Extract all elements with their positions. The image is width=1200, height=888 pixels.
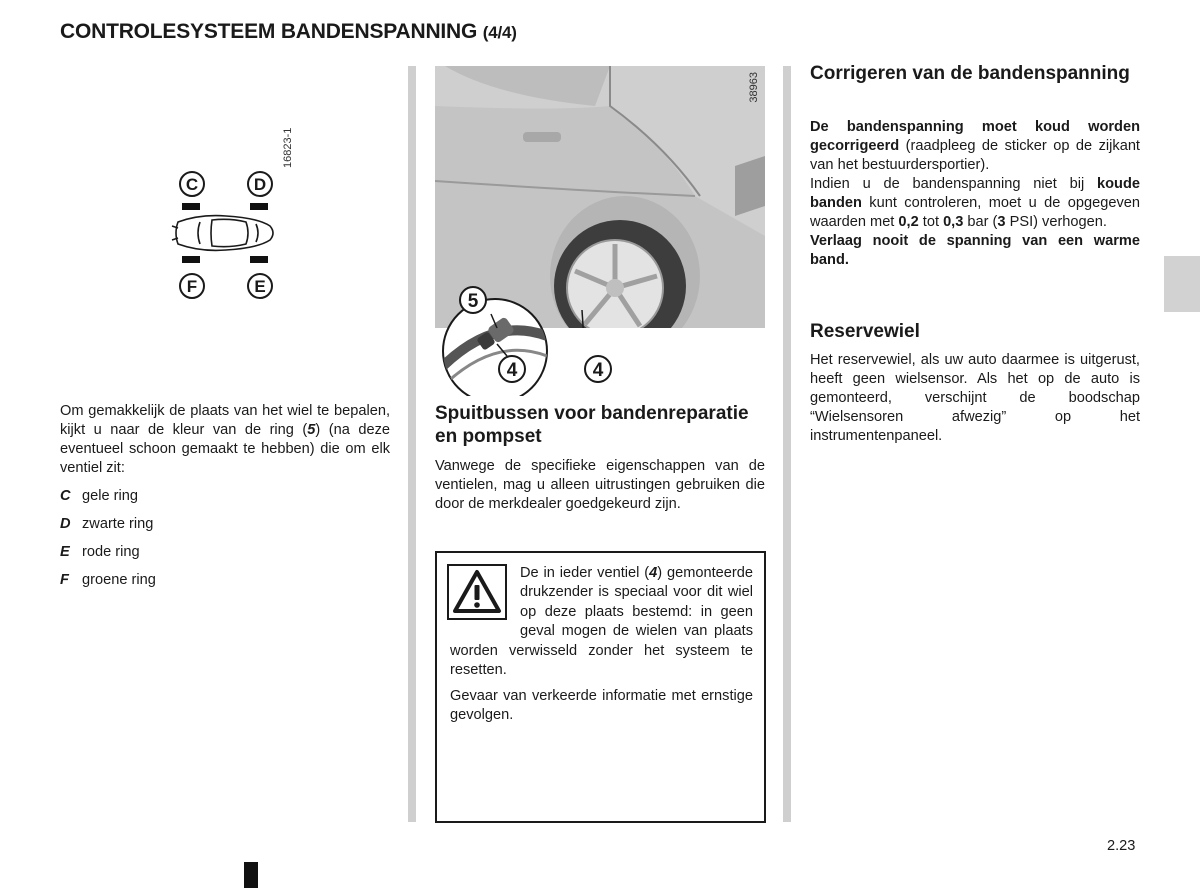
corrigeren-text-4: tot xyxy=(918,214,944,230)
corrigeren-text-3: kunt controleren, moet u de opgegeven waarden met xyxy=(810,195,1140,230)
corrigeren-bold-3: 0,2 xyxy=(898,214,919,230)
page-number: 2.23 xyxy=(1107,838,1136,854)
corrigeren-text-5: bar ( xyxy=(963,214,998,230)
wheel-label-f: F xyxy=(186,277,198,296)
tyre-rear-left xyxy=(182,256,200,263)
legend-text: groene ring xyxy=(82,572,156,588)
callout-4-inset: 4 xyxy=(506,360,518,381)
intro-text-2: ) (na deze eventueel schoon gemaakt te hebben) die om elk ventiel zit: xyxy=(60,422,391,476)
legend-text: rode ring xyxy=(82,544,140,560)
corrigeren-text-1: (raadpleeg de sticker op de zijkant van het bestuurdersportier). xyxy=(810,138,1140,173)
corrigeren-bold-4: 0,3 xyxy=(943,214,964,230)
wheel-label-c: C xyxy=(185,175,199,194)
tyre-rear-right xyxy=(250,256,268,263)
corrigeren-bold-6: Verlaag nooit de spanning van een warme band. xyxy=(810,233,1140,268)
legend-key: C xyxy=(60,488,71,504)
section-heading-spuitbussen: Spuitbussen voor bandenreparatie en pompset xyxy=(435,403,749,447)
spuitbussen-paragraph: Vanwege de specifieke eigenschappen van de ventielen, mag u alleen uitrustingen gebruiken die door de merkdealer goedgekeurd zijn. xyxy=(435,458,765,512)
wheel-label-d: D xyxy=(253,175,267,194)
car-outline xyxy=(172,216,273,251)
tyre-front-left xyxy=(182,203,200,210)
corrigeren-bold-1: De bandenspanning moet koud worden gecorrigeerd xyxy=(810,119,1140,154)
corrigeren-bold-2: koude banden xyxy=(810,176,1140,211)
warning-box xyxy=(435,551,766,823)
callout-5: 5 xyxy=(467,291,479,312)
car-topview-diagram xyxy=(160,166,292,306)
corrigeren-text-6: PSI) verhogen. xyxy=(1005,214,1107,230)
legend-item xyxy=(60,488,138,504)
column-divider-right xyxy=(783,66,791,822)
wheel-label-e: E xyxy=(254,277,266,296)
legend-item xyxy=(60,544,140,560)
page-title-part: (4/4) xyxy=(482,23,517,42)
legend-item xyxy=(60,516,153,532)
warning-lead-a: De in ieder ventiel ( xyxy=(520,565,650,581)
warning-ref: 4 xyxy=(649,565,658,581)
section-heading-reservewiel: Reservewiel xyxy=(810,321,920,342)
warning-text-2: Gevaar van verkeerde informatie met ernstige gevolgen. xyxy=(450,688,753,723)
intro-paragraph xyxy=(60,402,390,478)
page-title-text: CONTROLESYSTEEM BANDENSPANNING xyxy=(60,20,478,43)
legend-text: gele ring xyxy=(82,488,138,504)
page-title xyxy=(60,20,517,44)
reservewiel-paragraph: Het reservewiel, als uw auto daarmee is uitgerust, heeft geen wielsensor. Als het op de auto is gemonteerd, verschijnt de boodschap “Wielsensoren afwezig” op het instrumentenpaneel. xyxy=(810,352,1140,444)
warning-text-1 xyxy=(450,564,753,680)
column-divider-left xyxy=(408,66,416,822)
figure2-code: 38963 xyxy=(748,72,760,103)
valve-detail-inset xyxy=(443,299,547,396)
corrigeren-paragraph xyxy=(810,118,1140,270)
corrigeren-text-2: Indien u de bandenspanning niet bij xyxy=(810,176,1098,192)
intro-ref: 5 xyxy=(307,422,316,438)
wheel-valve-illustration xyxy=(435,66,765,396)
corrigeren-bold-5: 3 xyxy=(997,214,1006,230)
figure1-code: 16823-1 xyxy=(282,127,294,168)
intro-text-1: Om gemakkelijk de plaats van het wiel te bepalen, kijkt u naar de kleur van de ring ( xyxy=(60,403,390,438)
callout-4-wheel: 4 xyxy=(592,360,604,381)
legend-key: D xyxy=(60,516,71,532)
section-heading-corrigeren: Corrigeren van de bandenspanning xyxy=(810,63,1130,84)
legend-key: E xyxy=(60,544,70,560)
legend-item xyxy=(60,572,156,588)
legend-key: F xyxy=(60,572,69,588)
bottom-black-bar xyxy=(244,862,258,888)
warning-lead-b: ) gemonteerde drukzender is speciaal voor dit wiel op deze plaats bestemd: in geen geval mogen de wielen van plaats worden verwisseld zonder het systeem te resetten. xyxy=(450,565,753,679)
legend-text: zwarte ring xyxy=(82,516,154,532)
tyre-front-right xyxy=(250,203,268,210)
chapter-tab-marker xyxy=(1164,256,1200,312)
